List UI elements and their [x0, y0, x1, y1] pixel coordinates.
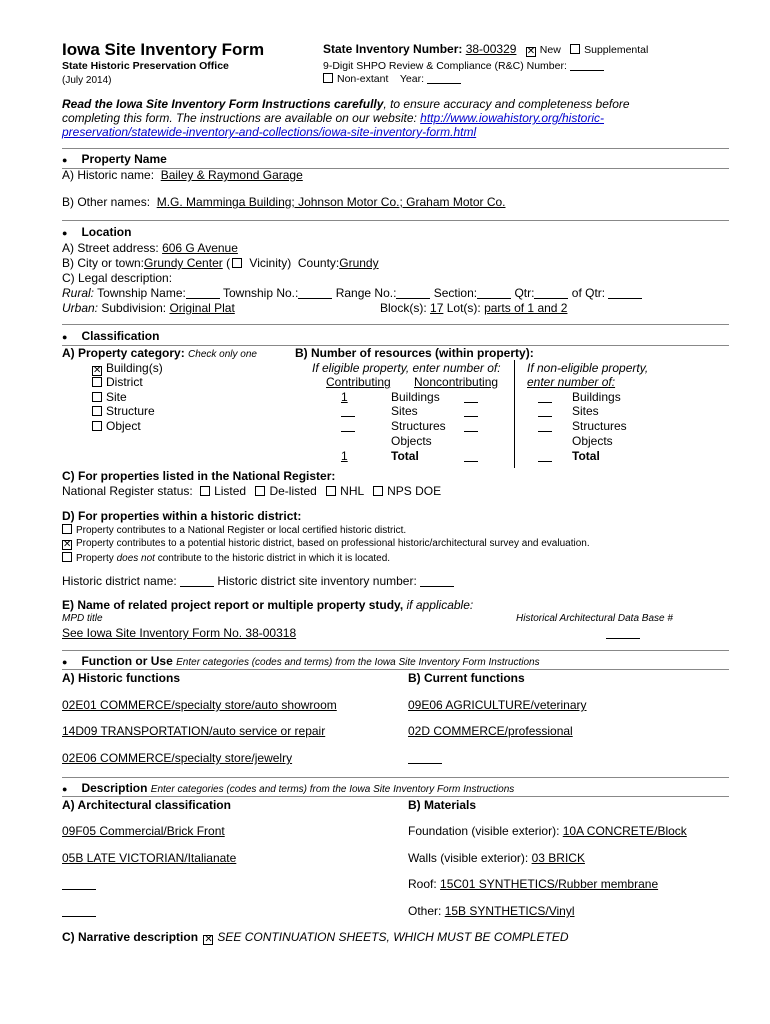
row-total: Total — [391, 449, 419, 463]
contributing-total[interactable]: 1 — [341, 449, 348, 463]
contrib-structures-blank[interactable] — [341, 421, 355, 432]
district-option-3-b: does not — [116, 553, 155, 564]
qtr-label: Qtr: — [514, 286, 535, 300]
state-number-row — [323, 43, 648, 57]
vicinity-label: Vicinity) — [249, 256, 292, 270]
noneligible-structures-blank[interactable] — [538, 421, 552, 432]
instructions-link-part1[interactable]: http://www.iowahistory.org/historic- — [420, 111, 605, 125]
nr-status-row — [62, 485, 441, 499]
noneligible-buildings-blank[interactable] — [538, 392, 552, 403]
qtr-field[interactable] — [534, 288, 568, 299]
current-functions-label: B) Current functions — [408, 671, 525, 685]
year-label: Year: — [399, 73, 424, 85]
noneligible-structures[interactable] — [538, 420, 552, 434]
narrative-row — [62, 931, 569, 945]
category-building-label: Building(s) — [106, 361, 163, 375]
contributing-header: Contributing — [326, 375, 391, 389]
noneligible-row-structures: Structures — [572, 419, 627, 433]
roof-row — [408, 878, 658, 892]
other-material-label: Other: — [408, 904, 442, 918]
category-structure-checkbox[interactable] — [92, 406, 102, 416]
county-value[interactable]: Grundy — [339, 256, 379, 270]
noneligible-header-2: enter number of: — [527, 375, 616, 389]
noncontributing-sites[interactable] — [464, 405, 478, 419]
related-heading-row — [62, 599, 473, 613]
current-function-1[interactable]: 09E06 AGRICULTURE/veterinary — [408, 698, 587, 712]
row-buildings: Buildings — [391, 390, 440, 404]
street-row — [62, 242, 238, 256]
state-number-label: State Inventory Number: — [323, 42, 463, 56]
lots-value[interactable]: parts of 1 and 2 — [484, 301, 568, 315]
walls-value[interactable]: 03 BRICK — [531, 851, 585, 865]
noneligible-header-1: If non-eligible property, — [527, 361, 649, 375]
current-function-3-field[interactable] — [408, 753, 442, 764]
new-label: New — [539, 44, 561, 56]
urban-label: Urban: — [62, 301, 99, 315]
intro-line-1 — [62, 98, 630, 112]
function-heading-text: Function or Use — [81, 654, 173, 668]
nr-npsdoe-checkbox[interactable] — [373, 486, 383, 496]
walls-row — [408, 852, 585, 866]
district-option-2-label: Property contributes to a potential historic district, based on professional historic/architectural survey and evaluation. — [76, 538, 590, 549]
divider — [62, 148, 729, 149]
district-option-1-label: Property contributes to a National Register or local certified historic district. — [76, 525, 407, 536]
arch-classification-4-wrap — [62, 905, 96, 919]
noncontrib-total-blank[interactable] — [464, 451, 478, 462]
divider — [62, 777, 729, 778]
divider — [62, 650, 729, 651]
district-option-3 — [62, 552, 390, 565]
district-name-label: Historic district name: — [62, 574, 177, 588]
noneligible-row-total: Total — [572, 449, 600, 463]
section-field[interactable] — [477, 288, 511, 299]
noneligible-total-blank[interactable] — [538, 451, 552, 462]
district-inventory-label: Historic district site inventory number: — [217, 574, 417, 588]
description-heading-text: Description — [81, 781, 148, 795]
noncontributing-total[interactable] — [464, 450, 478, 464]
subdivision-label: Subdivision: — [101, 301, 167, 315]
nonextant-row — [323, 73, 461, 85]
category-row — [62, 347, 257, 361]
supplemental-checkbox[interactable] — [570, 44, 580, 54]
foundation-value[interactable]: 10A CONCRETE/Block — [562, 824, 687, 838]
category-site-checkbox[interactable] — [92, 392, 102, 402]
district-option-1 — [62, 524, 406, 537]
narrative-label: C) Narrative description — [62, 930, 199, 944]
related-if-applicable: if applicable: — [406, 598, 474, 612]
category-label: A) Property category: — [62, 346, 185, 360]
other-material-row — [408, 905, 575, 919]
narrative-checkbox[interactable] — [203, 935, 213, 945]
noneligible-row-objects: Objects — [572, 434, 613, 448]
township-no-label: Township No.: — [222, 286, 299, 300]
street-label: A) Street address: — [62, 241, 159, 255]
mpd-label: MPD title — [62, 613, 103, 624]
historic-function-2[interactable]: 14D09 TRANSPORTATION/auto service or repair — [62, 724, 326, 738]
township-no-field[interactable] — [298, 288, 332, 299]
nr-heading: C) For properties listed in the National Register: — [62, 469, 336, 483]
rc-number-field[interactable] — [570, 60, 604, 71]
arch-classification-2[interactable]: 05B LATE VICTORIAN/Italianate — [62, 851, 237, 865]
noncontributing-structures[interactable] — [464, 420, 478, 434]
blocks-value[interactable]: 17 — [430, 301, 444, 315]
district-inventory-field[interactable] — [420, 576, 454, 587]
category-object-label: Object — [106, 419, 141, 433]
category-district-label: District — [106, 375, 143, 389]
noncontrib-sites-blank[interactable] — [464, 406, 478, 417]
blocks-label: Block(s): — [380, 301, 427, 315]
row-objects: Objects — [391, 434, 432, 448]
noncontributing-buildings[interactable] — [464, 391, 478, 405]
rc-number-row — [323, 60, 604, 72]
contributing-structures[interactable] — [341, 420, 355, 434]
section-label: Section: — [433, 286, 478, 300]
form-date: (July 2014) — [62, 75, 112, 86]
classification-heading: ● Classification — [62, 329, 160, 343]
district-option-3-c: contribute to the historic district in which it is located. — [154, 553, 391, 564]
category-object-checkbox[interactable] — [92, 421, 102, 431]
office-name: State Historic Preservation Office — [62, 60, 229, 72]
nonextant-label: Non-extant — [337, 73, 389, 85]
arch-classification-3-field[interactable] — [62, 879, 96, 890]
property-heading-text: Property Name — [81, 152, 167, 166]
subdivision-value[interactable]: Original Plat — [169, 301, 235, 315]
divider — [62, 220, 729, 221]
divider — [62, 796, 729, 797]
rc-number-label: 9-Digit SHPO Review & Compliance (R&C) Number: — [323, 60, 567, 72]
intro-text-2: completing this form. The instructions are available on our website: — [62, 111, 421, 125]
property-heading: ● Property Name — [62, 152, 167, 166]
district-heading: D) For properties within a historic district: — [62, 509, 302, 523]
category-district — [92, 376, 143, 390]
noneligible-sites-blank[interactable] — [538, 406, 552, 417]
roof-label: Roof: — [408, 877, 437, 891]
category-site — [92, 391, 127, 405]
state-number-value[interactable]: 38-00329 — [465, 42, 517, 56]
check-only-note: Check only one — [188, 349, 257, 360]
arch-classification-1[interactable]: 09F05 Commercial/Brick Front — [62, 824, 225, 838]
other-names-label: B) Other names: — [62, 195, 151, 209]
hadb-field[interactable] — [606, 628, 640, 639]
city-row: B) City or town:Grundy Center ( Vicinity) County:Grundy — [62, 256, 379, 270]
divider — [62, 669, 729, 670]
other-names-row — [62, 196, 506, 210]
nr-delisted-label: De-listed — [269, 484, 317, 498]
description-heading-note: Enter categories (codes and terms) from the Iowa Site Inventory Form Instructions — [150, 784, 515, 795]
district-option-1-checkbox[interactable] — [62, 524, 72, 534]
noncontributing-header: Noncontributing — [414, 375, 499, 389]
category-structure-label: Structure — [106, 404, 155, 418]
district-option-3-a: Property — [76, 553, 117, 564]
rural-label: Rural: — [62, 286, 95, 300]
historic-function-3[interactable]: 02E06 COMMERCE/specialty store/jewelry — [62, 751, 293, 765]
intro-line-3 — [62, 126, 476, 140]
row-sites: Sites — [391, 404, 418, 418]
arch-classification-4-field[interactable] — [62, 906, 96, 917]
noneligible-buildings[interactable] — [538, 391, 552, 405]
nr-listed-label: Listed — [214, 484, 247, 498]
hadb-label: Historical Architectural Data Base # — [516, 613, 673, 624]
function-heading: ● Function or Use Enter categories (codes and terms) from the Iowa Site Inventory Form Instructions — [62, 654, 540, 668]
city-label: B) City or town: — [62, 256, 145, 270]
arch-classification-label: A) Architectural classification — [62, 798, 231, 812]
noneligible-total[interactable] — [538, 450, 552, 464]
street-value[interactable]: 606 G Avenue — [162, 241, 238, 255]
location-heading: ● Location — [62, 225, 132, 239]
district-option-2 — [62, 538, 590, 550]
form-title: Iowa Site Inventory Form — [62, 40, 265, 59]
category-object — [92, 420, 141, 434]
urban-row — [62, 302, 235, 316]
current-function-2[interactable]: 02D COMMERCE/professional — [408, 724, 573, 738]
materials-label: B) Materials — [408, 798, 477, 812]
contrib-sites-blank[interactable] — [341, 406, 355, 417]
block-lot-row — [380, 302, 567, 316]
instructions-link-part2[interactable]: preservation/statewide-inventory-and-collections/iowa-site-inventory-form.html — [62, 125, 477, 139]
roof-value[interactable]: 15C01 SYNTHETICS/Rubber membrane — [440, 877, 659, 891]
resources-label: B) Number of resources (within property): — [295, 346, 534, 360]
foundation-label: Foundation (visible exterior): — [408, 824, 560, 838]
description-heading: ● Description Enter categories (codes and terms) from the Iowa Site Inventory Form Instructions — [62, 781, 515, 795]
range-label: Range No.: — [335, 286, 397, 300]
nr-nhl-checkbox[interactable] — [326, 486, 336, 496]
foundation-row — [408, 825, 687, 839]
historic-name-value[interactable]: Bailey & Raymond Garage — [160, 168, 303, 182]
district-option-2-checkbox[interactable] — [62, 540, 72, 550]
category-site-label: Site — [106, 390, 127, 404]
legal-label: C) Legal description: — [62, 271, 173, 285]
county-label: County: — [297, 256, 340, 270]
township-name-field[interactable] — [186, 288, 220, 299]
new-checkbox[interactable] — [526, 47, 536, 57]
of-qtr-field[interactable] — [608, 288, 642, 299]
intro-line-2 — [62, 112, 604, 126]
function-heading-note: Enter categories (codes and terms) from the Iowa Site Inventory Form Instructions — [176, 657, 540, 668]
historic-name-row — [62, 169, 303, 183]
historic-name-label: A) Historic name: — [62, 168, 155, 182]
resources-divider — [514, 360, 515, 468]
nr-npsdoe-label: NPS DOE — [387, 484, 442, 498]
rural-row — [62, 287, 642, 301]
divider — [62, 324, 729, 325]
eligible-header: If eligible property, enter number of: — [312, 361, 501, 375]
nonextant-checkbox[interactable] — [323, 73, 333, 83]
arch-classification-3-wrap — [62, 878, 96, 892]
hadb-field-wrap — [606, 627, 640, 641]
nr-listed-checkbox[interactable] — [200, 486, 210, 496]
location-heading-text: Location — [81, 225, 132, 239]
noncontrib-buildings-blank[interactable] — [464, 392, 478, 403]
intro-text-1: , to ensure accuracy and completeness before — [383, 97, 630, 111]
category-structure — [92, 405, 155, 419]
range-field[interactable] — [396, 288, 430, 299]
related-heading: E) Name of related project report or multiple property study, — [62, 598, 404, 612]
city-value[interactable]: Grundy Center — [144, 256, 223, 270]
nr-status-label: National Register status: — [62, 484, 193, 498]
category-building-checkbox[interactable] — [92, 366, 102, 376]
supplemental-label: Supplemental — [584, 44, 649, 56]
category-building — [92, 362, 163, 376]
lots-label: Lot(s): — [446, 301, 481, 315]
vicinity-checkbox[interactable] — [232, 258, 242, 268]
district-name-field[interactable] — [180, 576, 214, 587]
year-field[interactable] — [427, 73, 461, 84]
row-structures: Structures — [391, 419, 446, 433]
narrative-note: SEE CONTINUATION SHEETS, WHICH MUST BE COMPLETED — [217, 930, 569, 944]
nr-nhl-label: NHL — [340, 484, 364, 498]
noneligible-row-sites: Sites — [572, 404, 599, 418]
district-name-row — [62, 575, 454, 589]
historic-functions-label: A) Historic functions — [62, 671, 181, 685]
noncontrib-structures-blank[interactable] — [464, 421, 478, 432]
walls-label: Walls (visible exterior): — [408, 851, 529, 865]
other-names-value[interactable]: M.G. Mamminga Building; Johnson Motor Co.; Graham Motor Co. — [156, 195, 506, 209]
intro-emphasis: Read the Iowa Site Inventory Form Instructions carefully — [62, 97, 384, 111]
category-district-checkbox[interactable] — [92, 377, 102, 387]
contributing-sites[interactable] — [341, 405, 355, 419]
noneligible-sites[interactable] — [538, 405, 552, 419]
noneligible-row-buildings: Buildings — [572, 390, 621, 404]
classification-heading-text: Classification — [81, 329, 160, 343]
contributing-buildings[interactable]: 1 — [341, 390, 348, 404]
historic-function-1[interactable]: 02E01 COMMERCE/specialty store/auto showroom — [62, 698, 337, 712]
district-option-3-checkbox[interactable] — [62, 552, 72, 562]
nr-delisted-checkbox[interactable] — [255, 486, 265, 496]
other-material-value[interactable]: 15B SYNTHETICS/Vinyl — [444, 904, 575, 918]
township-name-label: Township Name: — [97, 286, 186, 300]
of-qtr-label: of Qtr: — [571, 286, 606, 300]
mpd-value[interactable]: See Iowa Site Inventory Form No. 38-00318 — [62, 626, 297, 640]
current-function-3-wrap — [408, 752, 442, 766]
